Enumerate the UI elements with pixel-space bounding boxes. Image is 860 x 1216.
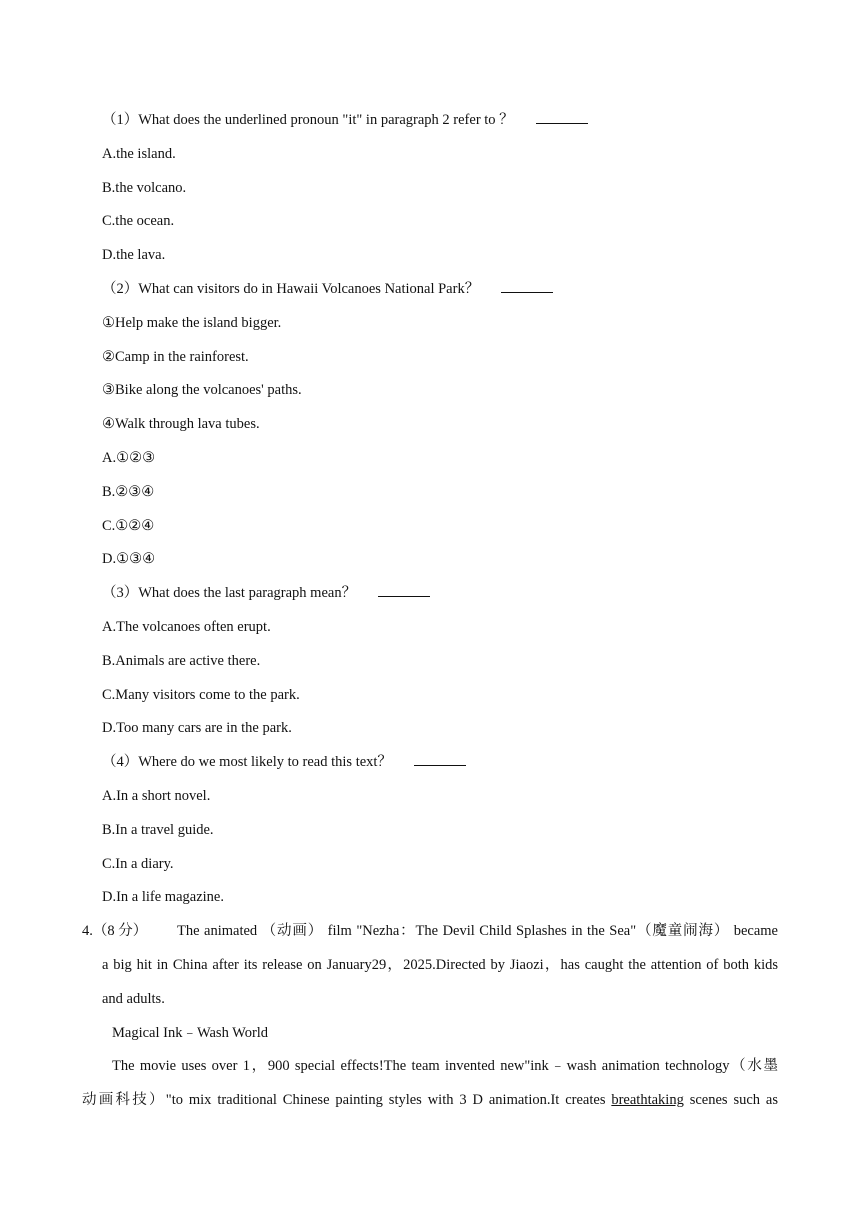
option-1b: B.the volcano. [102, 180, 187, 196]
section-number: 4.（8 分） [82, 923, 148, 939]
option-2d: D.①③④ [102, 551, 156, 567]
answer-blank [414, 753, 466, 766]
question-3 [102, 584, 430, 602]
option-1c: C.the ocean. [102, 213, 175, 229]
option-4a: A.In a short novel. [102, 788, 211, 804]
question-1 [102, 111, 588, 129]
paragraph-line-2-end: scenes such as [683, 1092, 778, 1108]
answer-blank [536, 111, 588, 124]
option-1a: A.the island. [102, 146, 176, 162]
option-3d: D.Too many cars are in the park. [102, 720, 292, 736]
option-4c: C.In a diary. [102, 856, 174, 872]
paragraph-line-2-start: 动画科技）"to mix traditional Chinese painting styles with 3 D animation.It creates [82, 1092, 612, 1108]
question-3-text: （3）What does the last paragraph mean？ [102, 585, 357, 601]
option-2c: C.①②④ [102, 518, 155, 534]
statement-3: ③Bike along the volcanoes' paths. [102, 382, 302, 398]
statement-2: ②Camp in the rainforest. [102, 349, 249, 365]
question-2 [102, 280, 553, 298]
question-2-text: （2）What can visitors do in Hawaii Volcanoes National Park？ [102, 281, 480, 297]
section-subheading: Magical Ink﹣Wash World [112, 1025, 269, 1041]
option-4d: D.In a life magazine. [102, 889, 224, 905]
passage-line-3: and adults. [102, 991, 165, 1007]
answer-blank [501, 280, 553, 293]
passage-line-1: The animated （动画） film "Nezha：The Devil Child Splashes in the Sea"（魔童闹海） became [177, 923, 778, 939]
question-4-text: （4）Where do we most likely to read this text？ [102, 754, 392, 770]
question-1-text: （1）What does the underlined pronoun "it" in paragraph 2 refer to ？ [102, 112, 514, 128]
underlined-word: breathtaking [611, 1092, 684, 1108]
option-3b: B.Animals are active there. [102, 653, 261, 669]
paragraph-line-1: The movie uses over 1，900 special effects!The team invented new"ink﹣wash animation technology（水墨 [112, 1058, 778, 1074]
option-2a: A.①②③ [102, 450, 156, 466]
passage-line-2: a big hit in China after its release on January29，2025.Directed by Jiaozi，has caught the attention of both kids [102, 957, 778, 973]
option-1d: D.the lava. [102, 247, 166, 263]
option-2b: B.②③④ [102, 484, 155, 500]
statement-1: ①Help make the island bigger. [102, 315, 282, 331]
question-4 [102, 753, 466, 771]
paragraph-line-2 [82, 1091, 778, 1109]
option-3c: C.Many visitors come to the park. [102, 687, 300, 703]
option-4b: B.In a travel guide. [102, 822, 214, 838]
answer-blank [378, 584, 430, 597]
option-3a: A.The volcanoes often erupt. [102, 619, 271, 635]
statement-4: ④Walk through lava tubes. [102, 416, 260, 432]
